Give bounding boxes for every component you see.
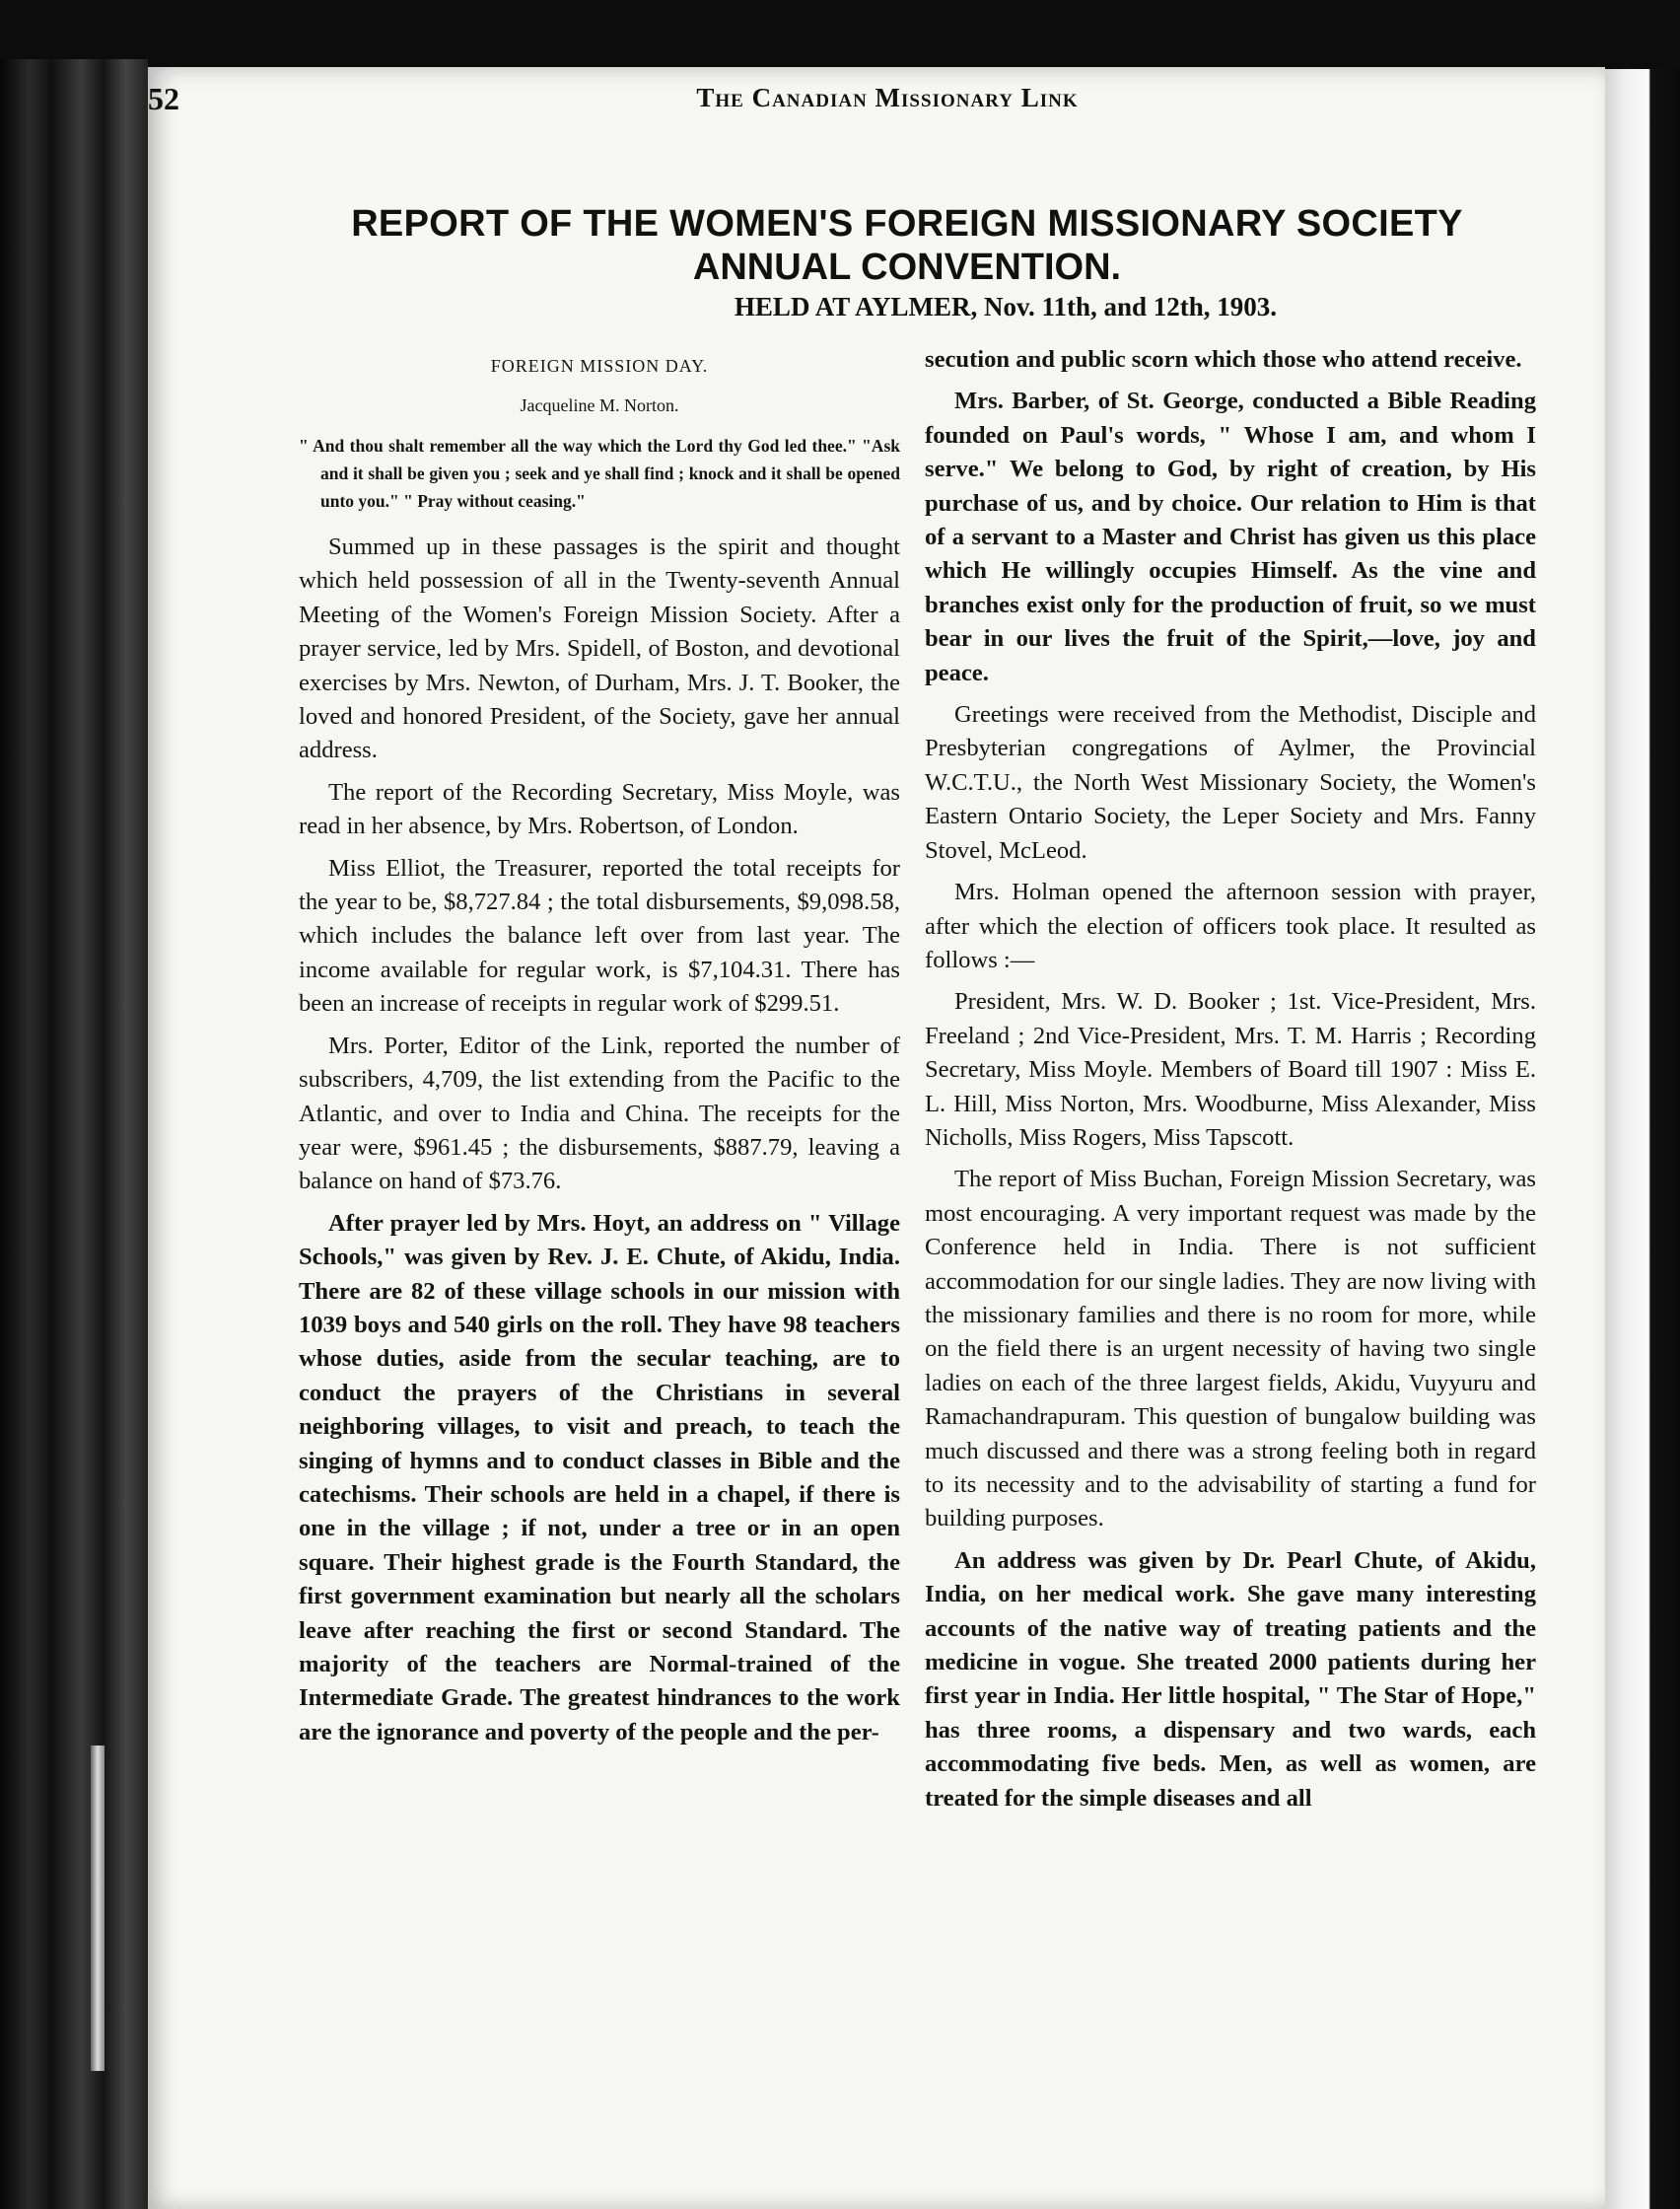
book-spine-edge bbox=[0, 59, 148, 2209]
paragraph: The report of Miss Buchan, Foreign Mission Secretary, was most encouraging. A very important request was made by the Conference held in India. There is not sufficient accommodation for our single ladies. They are now living with the missionary families and there is no room for more, while on the field there is an urgent necessity of having two single ladies on each of the three largest fields, Akidu, Vuyyuru and Ramachandrapuram. This question of bungalow building was much discussed and there was a strong feeling both in regard to its necessity and to the advisability of starting a fund for building purposes. bbox=[925, 1166, 1536, 1532]
paragraph: Miss Elliot, the Treasurer, reported the total receipts for the year to be, $8,727.84 ; the total disbursements, $9,098.58, which includes the balance left over from last year. The income available for regular work, is $7,104.31. There has been an increase of receipts in regular work of $299.51. bbox=[299, 854, 900, 1018]
paragraph: The report of the Recording Secretary, Miss Moyle, was read in her absence, by Mrs. Robertson, of London. bbox=[299, 778, 900, 840]
byline: Jacqueline M. Norton. bbox=[520, 395, 679, 415]
article-subtitle: HELD AT AYLMER, Nov. 11th, and 12th, 1903. bbox=[734, 292, 1278, 321]
paragraph: Mrs. Porter, Editor of the Link, reported the number of subscribers, 4,709, the list extending from the Pacific to the Atlantic, and over to India and China. The receipts for the year were, $961.45 ; the disbursements, $887.79, leaving a balance on hand of $73.76. bbox=[299, 1032, 900, 1195]
paragraph: Mrs. Holman opened the afternoon session with prayer, after which the election of officers took place. It resulted as follows :— bbox=[925, 879, 1536, 973]
left-column bbox=[299, 343, 900, 1757]
paragraph: Greetings were received from the Methodist, Disciple and Presbyterian congregations of Aylmer, the Provincial W.C.T.U., the North West Missionary Society, the Women's Eastern Ontario Society, the Leper Society and Mrs. Fanny Stovel, McLeod. bbox=[925, 701, 1536, 864]
paragraph: An address was given by Dr. Pearl Chute, of Akidu, India, on her medical work. She gave many interesting accounts of the native way of treating patients and the medicine in vogue. She treated 2000 patients during her first year in India. Her little hospital, " The Star of Hope," has three rooms, a dispensary and two wards, each accommodating five beds. Men, as well as women, are treated for the simple diseases and all bbox=[925, 1546, 1536, 1812]
epigraph: " And thou shalt remember all the way which the Lord thy God led thee." "Ask and it shall be given you ; seek and ye shall find ; knock and it shall be opened unto you." " Pray without ceasing." bbox=[299, 436, 900, 511]
paragraph: After prayer led by Mrs. Hoyt, an address on " Village Schools," was given by Rev. J. E. Chute, of Akidu, India. There are 82 of these village schools in our mission with 1039 boys and 540 girls on the roll. They have 98 teachers whose duties, aside from the secular teaching, are to conduct the prayers of the Christians in several neighboring villages, to visit and preach, to teach the singing of hymns and to conduct classes in Bible and the catechisms. Their schools are held in a chapel, if there is one in the village ; if not, under a tree or in an open square. Their highest grade is the Fourth Standard, the first government examination but nearly all the scholars leave after reaching the first or second Standard. The majority of the teachers are Normal-trained of the Intermediate Grade. The greatest hindrances to the work are the ignorance and poverty of the people and the per- bbox=[299, 1209, 900, 1746]
paragraph: Summed up in these passages is the spirit and thought which held possession of all in the Twenty-seventh Annual Meeting of the Women's Foreign Mission Society. After a prayer service, led by Mrs. Spidell, of Boston, and devotional exercises by Mrs. Newton, of Durham, Mrs. J. T. Booker, the loved and honored President, of the Society, gave her annual address. bbox=[299, 534, 900, 764]
section-heading: FOREIGN MISSION DAY. bbox=[490, 356, 709, 376]
article-title-line-1: REPORT OF THE WOMEN'S FOREIGN MISSIONARY SOCIETY bbox=[351, 203, 1463, 245]
facing-page-edge bbox=[1602, 69, 1680, 2209]
paragraph: President, Mrs. W. D. Booker ; 1st. Vice-President, Mrs. Freeland ; 2nd Vice-President, Mrs. T. M. Harris ; Recording Secretary, Miss Moyle. Members of Board till 1907 : Miss E. L. Hill, Miss Norton, Mrs. Woodburne, Miss Alexander, Miss Nicholls, Miss Rogers, Miss Tapscott. bbox=[925, 988, 1536, 1151]
book-edge-highlight bbox=[91, 1746, 105, 2071]
article-title-line-2: ANNUAL CONVENTION. bbox=[692, 247, 1122, 288]
paragraph-continuation: secution and public scorn which those who attend receive. bbox=[925, 346, 1522, 373]
page-number: 52 bbox=[148, 81, 179, 116]
running-title: The Canadian Missionary Link bbox=[696, 83, 1079, 112]
right-column bbox=[925, 343, 1536, 1823]
paragraph: Mrs. Barber, of St. George, conducted a Bible Reading founded on Paul's words, " Whose I am, and whom I serve." We belong to God, by right of creation, by His purchase of us, and by choice. Our relation to Him is that of a servant to a Master and Christ has given us this place which He willingly occupies Himself. As the vine and branches exist only for the production of fruit, so we must bear in our lives the fruit of the Spirit,—love, joy and peace. bbox=[925, 388, 1536, 686]
